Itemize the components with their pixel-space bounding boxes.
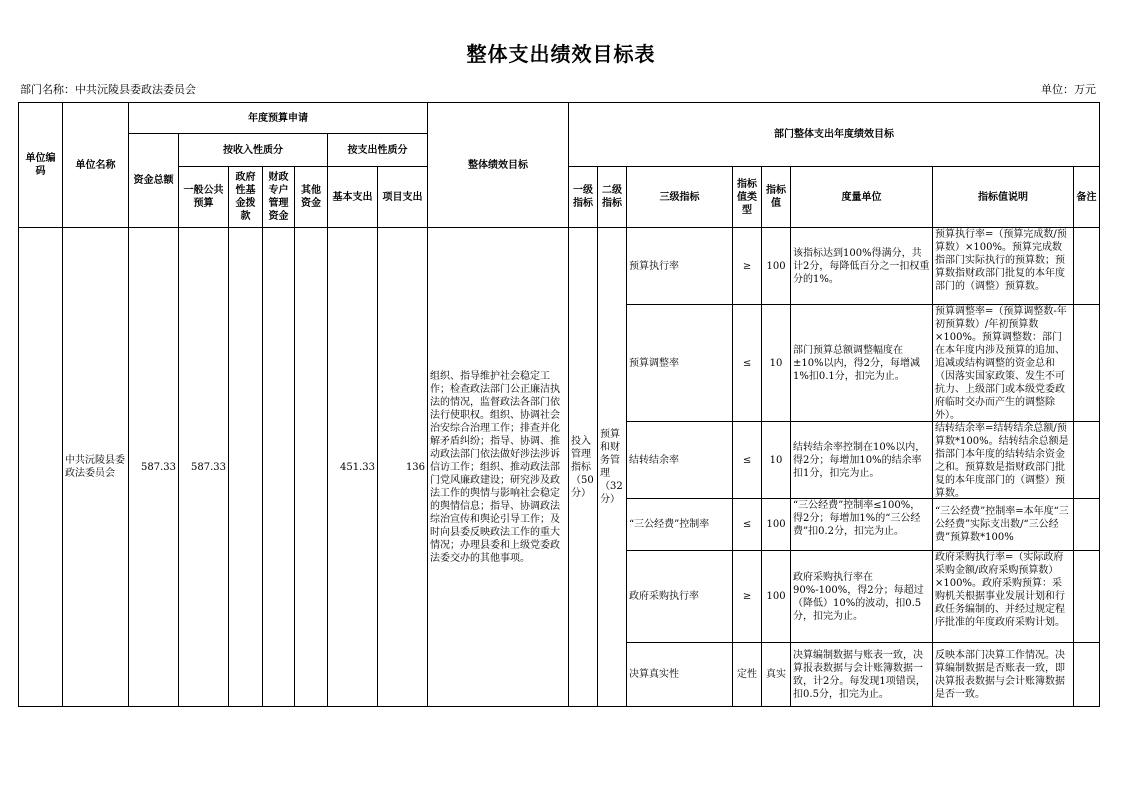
- table-row: [19, 228, 1100, 305]
- indicator-value-cell: 真实: [762, 643, 791, 707]
- header-project-expense: 项目支出: [378, 167, 428, 228]
- header-measure-unit: 度量单位: [791, 167, 933, 228]
- indicator-measure-text: 结转结余率控制在10%以内，得2分；每增加10%的结余率扣1分，扣完为止。: [793, 441, 926, 479]
- header-unit-code: 单位编码: [19, 103, 63, 228]
- remark-cell: [1074, 422, 1100, 499]
- header-general-budget: 一般公共预算: [179, 167, 229, 228]
- remark-cell: [1074, 228, 1100, 305]
- level2-cell: 预算和财务管理（32分）: [598, 228, 627, 707]
- department-name: 部门名称：中共沅陵县委政法委员会: [20, 83, 196, 96]
- general-budget-cell: 587.33: [179, 228, 229, 707]
- total-funds-cell: 587.33: [129, 228, 179, 707]
- remark-cell: [1074, 305, 1100, 422]
- indicator-desc-cell: [933, 551, 1074, 643]
- indicator-desc-cell: [933, 643, 1074, 707]
- header-other-fund: 其他资金: [295, 167, 328, 228]
- page-title: 整体支出绩效目标表: [466, 42, 656, 66]
- indicator-measure-cell: [791, 228, 933, 305]
- performance-target-table: [18, 102, 1100, 707]
- indicator-desc-text: 政府采购执行率=（实际政府采购金额/政府采购预算数）×100%。政府采购预算：采购机关根据事业发展计划和行政任务编制的、并经过规定程序批准的年度政府采购计划。: [935, 552, 1066, 628]
- header-value-type: 指标值类型: [733, 167, 762, 228]
- indicator-type-cell: ≥: [733, 551, 762, 643]
- gov-fund-cell: [229, 228, 263, 707]
- indicator-name-cell: 政府采购执行率: [627, 551, 733, 643]
- basic-expense-cell: 451.33: [328, 228, 378, 707]
- header-special-fund: 财政专户管理资金: [263, 167, 295, 228]
- indicator-value-cell: 10: [762, 422, 791, 499]
- indicator-name-cell: 预算执行率: [627, 228, 733, 305]
- project-expense-cell: 136: [378, 228, 428, 707]
- indicator-measure-cell: [791, 422, 933, 499]
- indicator-desc-text: 反映本部门决算工作情况。决算编制数据是否账表一致，即决算报表数据与会计账簿数据是否一致。: [935, 649, 1066, 700]
- header-level3: 三级指标: [627, 167, 733, 228]
- indicator-value-cell: 10: [762, 305, 791, 422]
- remark-cell: [1074, 551, 1100, 643]
- indicator-type-cell: ≤: [733, 499, 762, 551]
- unit-name-cell: 中共沅陵县委政法委员会: [63, 228, 129, 707]
- indicator-measure-text: 决算编制数据与账表一致，决算报表数据与会计账簿数据一致，计2分。每发现1项错误，扣0.5分，扣完为止。: [793, 649, 926, 700]
- indicator-name-cell: “三公经费”控制率: [627, 499, 733, 551]
- indicator-measure-text: “三公经费”控制率≤100%，得2分；每增加1%的“三公经费”扣0.2分，扣完为止。: [793, 500, 921, 537]
- overall-target-cell: 组织、指导维护社会稳定工作；检查政法部门公正廉洁执法的情况，监督政法各部门依法行使职权。组织、协调社会治安综合治理工作；排查并化解矛盾纠纷；指导、协调、推动政法部门依法做好涉法涉诉信访工作；组织、推动政法部门党风廉政建设；研究涉及政法工作的舆情与影响社会稳定的舆情信息；指导、协调政法综治宣传和舆论引导工作；及时向县委反映政法工作的重大情况；办理县委和上级党委政法委交办的其他事项。: [428, 228, 569, 707]
- indicator-type-cell: ≤: [733, 422, 762, 499]
- indicator-measure-cell: [791, 551, 933, 643]
- indicator-desc-cell: [933, 422, 1074, 499]
- indicator-value-cell: 100: [762, 551, 791, 643]
- header-overall-target: 整体绩效目标: [428, 103, 569, 228]
- indicator-measure-text: 该指标达到100%得满分，共计2分，每降低百分之一扣权重分的1%。: [793, 247, 930, 285]
- indicator-desc-text: 结转结余率=结转结余总额/预算数*100%。结转结余总额是指部门本年度的结转结余资金之和。预算数是指财政部门批复的本年度部门的（调整）预算数。: [935, 423, 1069, 498]
- indicator-value-cell: 100: [762, 499, 791, 551]
- header-basic-expense: 基本支出: [328, 167, 378, 228]
- unit-code-cell: [19, 228, 63, 707]
- header-value: 指标值: [762, 167, 791, 228]
- indicator-measure-text: 部门预算总额调整幅度在±10%以内，得2分，每增减1%扣0.1分，扣完为止。: [793, 344, 920, 382]
- special-fund-cell: [263, 228, 295, 707]
- indicator-name-cell: 决算真实性: [627, 643, 733, 707]
- header-value-desc: 指标值说明: [933, 167, 1074, 228]
- header-by-income: 按收入性质分: [179, 134, 328, 167]
- indicator-name-cell: 预算调整率: [627, 305, 733, 422]
- header-level2: 二级指标: [598, 167, 627, 228]
- indicator-type-cell: ≥: [733, 228, 762, 305]
- header-total-funds: 资金总额: [129, 134, 179, 228]
- indicator-type-cell: 定性: [733, 643, 762, 707]
- indicator-desc-text: 预算执行率=（预算完成数/预算数）×100%。预算完成数指部门实际执行的预算数；预算数指财政部门批复的本年度部门的（调整）预算数。: [935, 229, 1067, 292]
- header-gov-fund: 政府性基金拨款: [229, 167, 263, 228]
- indicator-measure-cell: [791, 499, 933, 551]
- header-by-expense: 按支出性质分: [328, 134, 428, 167]
- indicator-type-cell: ≤: [733, 305, 762, 422]
- currency-unit: 单位：万元: [1041, 83, 1096, 96]
- remark-cell: [1074, 499, 1100, 551]
- indicator-measure-cell: [791, 305, 933, 422]
- header-level1: 一级指标: [569, 167, 598, 228]
- indicator-measure-text: 政府采购执行率在90%-100%，得2分；每超过（降低）10%的波动，扣0.5分，扣完为止。: [793, 571, 924, 622]
- indicator-desc-text: “三公经费”控制率=本年度“三公经费”实际支出数/“三公经费”预算数*100%: [935, 506, 1069, 543]
- indicator-desc-cell: [933, 305, 1074, 422]
- other-fund-cell: [295, 228, 328, 707]
- header-annual-budget: 年度预算申请: [129, 103, 428, 134]
- indicator-value-cell: 100: [762, 228, 791, 305]
- indicator-name-cell: 结转结余率: [627, 422, 733, 499]
- indicator-desc-text: 预算调整率=（预算调整数-年初预算数）/年初预算数×100%。预算调整数：部门在本年度内涉及预算的追加、追减或结构调整的资金总和（因落实国家政策、发生不可抗力、上级部门或本级党委政府临时交办而产生的调整除外）。: [935, 306, 1067, 421]
- indicator-desc-cell: [933, 499, 1074, 551]
- header-unit-name: 单位名称: [63, 103, 129, 228]
- header-dept-target: 部门整体支出年度绩效目标: [569, 103, 1100, 167]
- indicator-measure-cell: [791, 643, 933, 707]
- remark-cell: [1074, 643, 1100, 707]
- indicator-desc-cell: [933, 228, 1074, 305]
- header-remark: 备注: [1074, 167, 1100, 228]
- level1-cell: 投入管理指标（50分）: [569, 228, 598, 707]
